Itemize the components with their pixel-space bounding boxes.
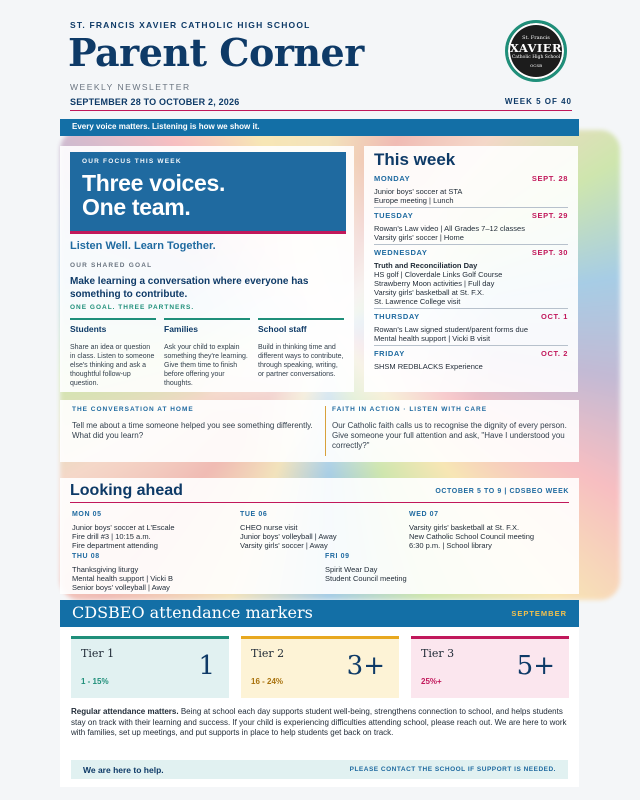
event-day: FRI 09: [325, 553, 350, 560]
focus-headline-2: One team.: [82, 194, 191, 220]
help-strip: [71, 760, 568, 779]
conversation-home-text: Tell me about a time someone helped you see something differently. What did you learn?: [72, 421, 313, 440]
tier-name: Tier 1: [81, 647, 115, 660]
event-line: 6:30 p.m. | School library: [409, 541, 492, 550]
this-week-title: This week: [374, 150, 456, 169]
event-line: Junior boys' soccer at STA: [374, 187, 463, 196]
attendance-body: [60, 627, 579, 787]
logo-line-2: XAVIER: [509, 41, 563, 55]
tier-range: 16 - 24%: [251, 677, 284, 686]
event-line: CHEO nurse visit: [240, 523, 298, 532]
event-day: WED 07: [409, 511, 439, 518]
event-line: New Catholic School Council meeting: [409, 532, 535, 541]
column-text: Share an idea or question in class. Listen to someone else's thinking and ask a thoughtful follow-up question.: [70, 344, 155, 387]
looking-ahead-section: [60, 478, 579, 594]
header-divider: [70, 110, 572, 111]
event-highlight: Truth and Reconciliation Day: [374, 261, 478, 270]
event-line: Fire drill #3 | 10:15 a.m.: [72, 532, 151, 541]
week-number: WEEK 5 OF 40: [504, 97, 572, 106]
tier-3-card: [411, 636, 569, 698]
day-name: WEDNESDAY: [374, 248, 428, 257]
banner: Every voice matters. Listening is how we show it.: [60, 119, 579, 136]
looking-ahead-divider: [70, 502, 569, 503]
event-line: Spirit Wear Day: [325, 565, 378, 574]
day-name: FRIDAY: [374, 349, 405, 358]
event-line: Varsity girls' basketball at St. F.X.: [374, 288, 485, 297]
event-tue-06: [240, 511, 400, 550]
day-thursday: [374, 312, 568, 346]
event-line: Strawberry Moon activities | Full day: [374, 279, 495, 288]
tier-range: 1 - 15%: [81, 677, 109, 686]
focus-card: [60, 146, 354, 392]
families-column: [164, 318, 250, 388]
event-day: MON 05: [72, 511, 102, 518]
column-title: Students: [70, 324, 107, 334]
tier-marker: 5+: [516, 651, 555, 681]
school-name: ST. FRANCIS XAVIER CATHOLIC HIGH SCHOOL: [70, 20, 311, 30]
event-day: TUE 06: [240, 511, 268, 518]
event-line: Thanksgiving liturgy: [72, 565, 139, 574]
newsletter-dates: SEPTEMBER 28 TO OCTOBER 2, 2026: [70, 97, 240, 107]
event-line: Senior boys' volleyball | Away: [72, 583, 170, 592]
tier-1-card: [71, 636, 229, 698]
event-wed-07: [409, 511, 569, 550]
newsletter-subtitle: WEEKLY NEWSLETTER: [70, 82, 191, 92]
event-line: Student Council meeting: [325, 574, 407, 583]
column-title: Families: [164, 324, 199, 334]
tier-marker: 1: [198, 651, 215, 681]
focus-tagline: Listen Well. Learn Together.: [70, 240, 216, 252]
day-tuesday: [374, 211, 568, 245]
regular-attendance-lead: Regular attendance matters.: [71, 707, 179, 716]
shared-goal-text: Make learning a conversation where everyone has something to contribute.: [70, 276, 309, 300]
attendance-title: CDSBEO attendance markers: [72, 603, 313, 622]
regular-attendance-body: Being at school each day supports student well-being, strengthens connection to school, and helps students stay on track with their learning and success. If your child is experiencing difficulties attending school, please reach out. We are here to work with families, set up meetings, and put supports in place to help students get back on track.: [71, 707, 567, 737]
day-monday: [374, 174, 568, 208]
logo-line-1: St. Francis: [522, 35, 550, 41]
partners-label: ONE GOAL. THREE PARTNERS.: [70, 304, 195, 311]
tier-2-card: [241, 636, 399, 698]
faith-in-action: [332, 406, 580, 451]
event-line: Varsity girls' basketball at St. F.X.: [409, 523, 520, 532]
day-date: OCT. 2: [541, 349, 568, 358]
logo-line-3: Catholic High School: [511, 55, 561, 60]
event-mon-05: [72, 511, 232, 550]
day-date: OCT. 1: [541, 312, 568, 321]
tier-name: Tier 2: [251, 647, 285, 660]
event-line: Mental health support | Vicki B visit: [374, 334, 491, 343]
event-line: Junior boys' volleyball | Away: [240, 532, 337, 541]
staff-column: [258, 318, 344, 379]
section-divider: [325, 406, 326, 456]
event-line: Rowan's Law video | All Grades 7–12 classes: [374, 224, 525, 233]
column-text: Ask your child to explain something they're learning. Give them time to finish before offering your thoughts.: [164, 344, 248, 387]
conversation-section: [60, 400, 579, 462]
page-title: Parent Corner: [68, 30, 364, 75]
focus-headline-1: Three voices.: [82, 170, 226, 196]
day-name: MONDAY: [374, 174, 411, 183]
conversation-home: [72, 406, 320, 441]
event-line: Varsity girls' soccer | Away: [240, 541, 328, 550]
day-wednesday: [374, 248, 568, 309]
day-date: SEPT. 30: [531, 248, 568, 257]
day-friday: [374, 349, 568, 373]
day-name: TUESDAY: [374, 211, 414, 220]
looking-ahead-title: Looking ahead: [70, 482, 183, 499]
help-text: We are here to help.: [83, 765, 164, 775]
event-line: SHSM REDBLACKS Experience: [374, 362, 483, 371]
shared-goal-label: OUR SHARED GOAL: [70, 262, 153, 269]
logo-line-4: OCSB: [529, 63, 543, 68]
attendance-month: SEPTEMBER: [511, 609, 567, 618]
focus-hero: [70, 152, 346, 234]
regular-attendance-text: [71, 707, 568, 739]
tier-marker: 3+: [346, 651, 385, 681]
event-line: Fire department attending: [72, 541, 158, 550]
faith-title: FAITH IN ACTION · LISTEN WITH CARE: [332, 406, 488, 413]
column-title: School staff: [258, 324, 307, 334]
event-day: THU 08: [72, 553, 100, 560]
looking-ahead-range: OCTOBER 5 TO 9 | CDSBEO WEEK: [435, 488, 569, 495]
column-text: Build in thinking time and different ways to contribute, through speaking, writing, or partner conversations.: [258, 344, 344, 378]
event-line: Junior boys' soccer at L'Escale: [72, 523, 175, 532]
event-line: HS golf | Cloverdale Links Golf Course: [374, 270, 503, 279]
tier-range: 25%+: [421, 677, 442, 686]
focus-eyebrow: OUR FOCUS THIS WEEK: [82, 158, 182, 165]
event-line: Mental health support | Vicki B: [72, 574, 174, 583]
day-date: SEPT. 28: [531, 174, 568, 183]
event-line: Europe meeting | Lunch: [374, 196, 454, 205]
event-line: St. Lawrence College visit: [374, 297, 461, 306]
faith-text: Our Catholic faith calls us to recognise the dignity of every person. Give someone your full attention and ask, "Have I understood you correctly?": [332, 421, 567, 450]
event-line: Rowan's Law signed student/parent forms due: [374, 325, 529, 334]
day-name: THURSDAY: [374, 312, 420, 321]
attendance-header: [60, 600, 579, 627]
contact-text: PLEASE CONTACT THE SCHOOL IF SUPPORT IS NEEDED.: [349, 766, 556, 773]
students-column: [70, 318, 156, 388]
day-date: SEPT. 29: [531, 211, 568, 220]
event-fri-09: [325, 553, 485, 583]
conversation-home-title: THE CONVERSATION AT HOME: [72, 406, 194, 413]
tier-name: Tier 3: [421, 647, 455, 660]
event-thu-08: [72, 553, 232, 592]
school-logo: [505, 20, 567, 82]
this-week-card: [364, 146, 578, 392]
event-line: Varsity girls' soccer | Home: [374, 233, 464, 242]
